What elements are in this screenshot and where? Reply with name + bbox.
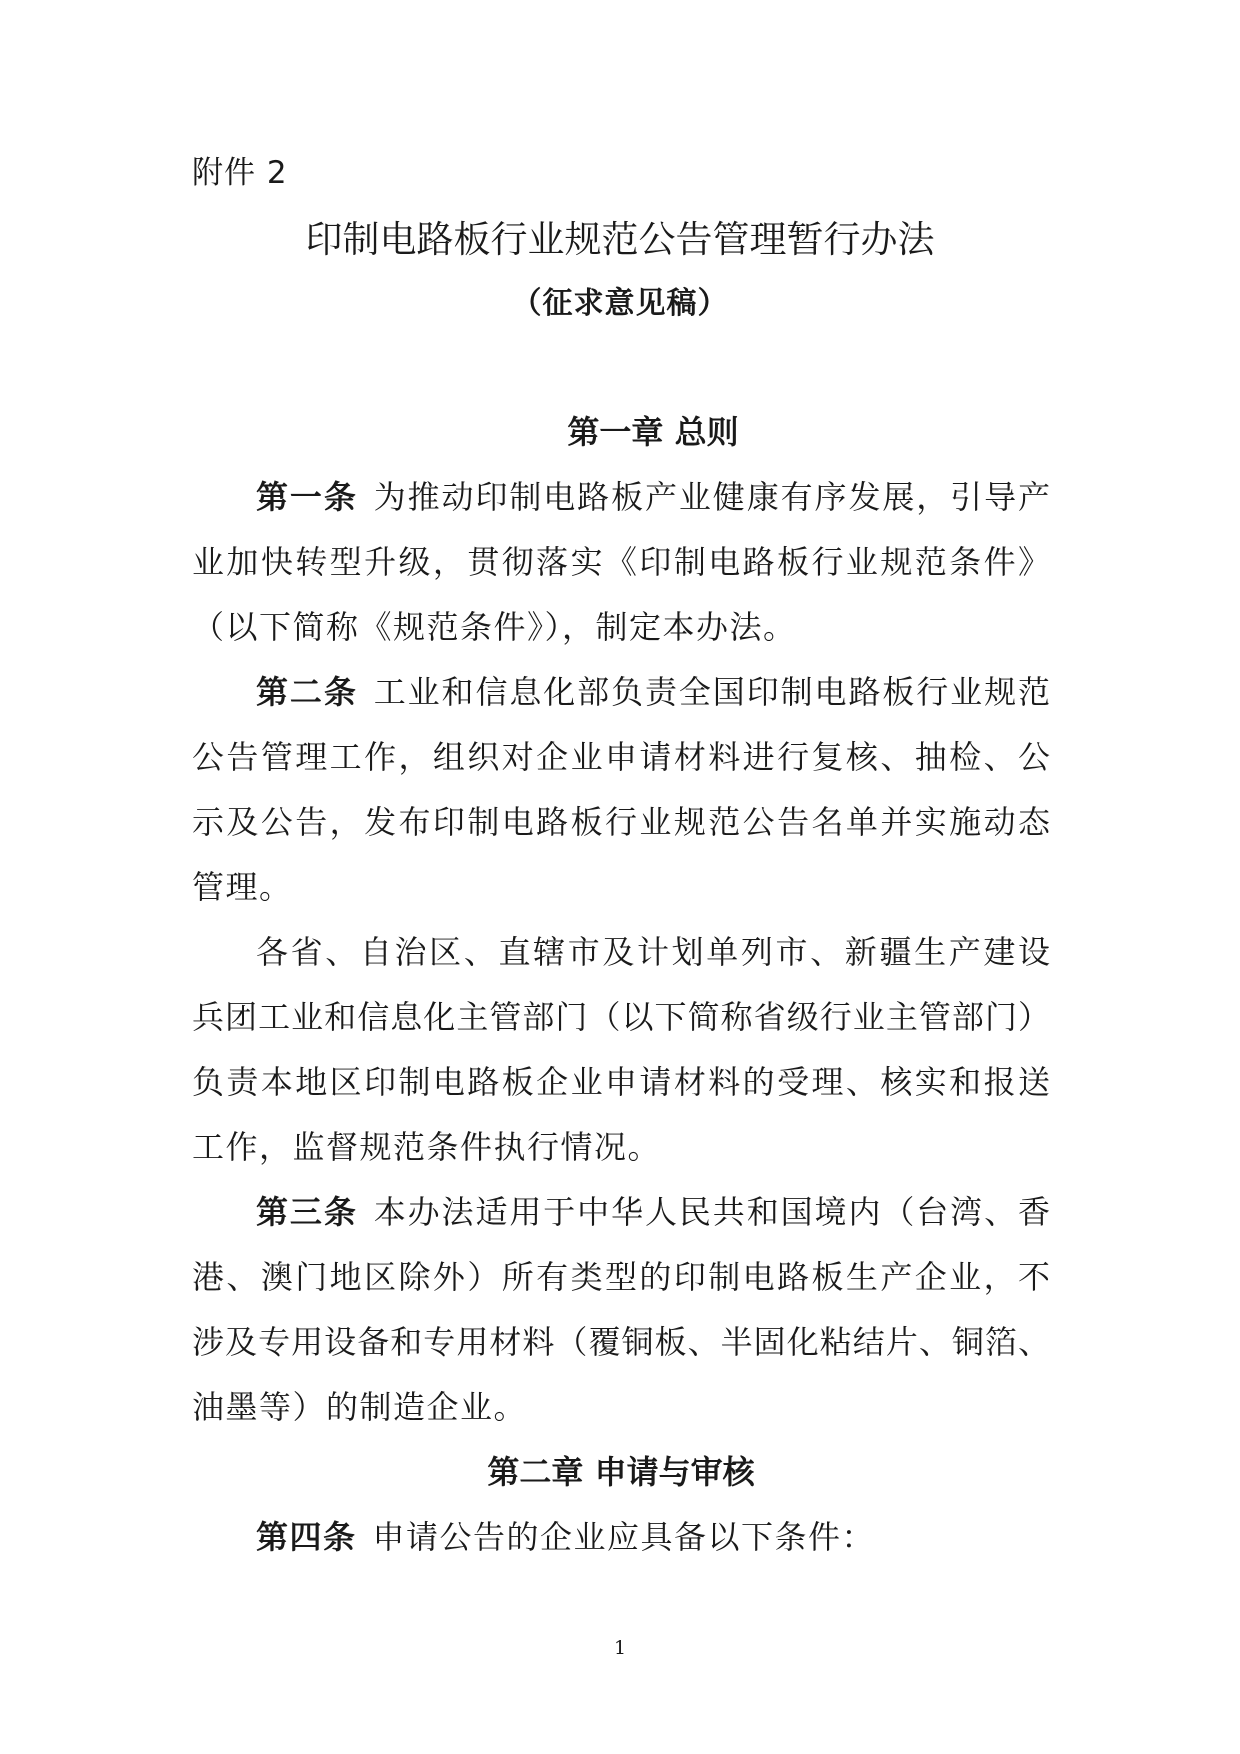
article-2-para-2-line-4: 工作，监督规范条件执行情况。 [192, 1128, 662, 1166]
article-1-line-2: 业加快转型升级，贯彻落实《印制电路板行业规范条件》 [192, 543, 1050, 581]
article-3-line-4: 油墨等）的制造企业。 [192, 1388, 528, 1426]
document-title: 印制电路板行业规范公告管理暂行办法 [305, 218, 935, 261]
article-3-label: 第三条 [256, 1193, 358, 1231]
article-4-label: 第四条 [256, 1518, 357, 1556]
article-2-line-4: 管理。 [192, 868, 293, 906]
article-2-para-2-line-1: 各省、自治区、直辖市及计划单列市、新疆生产建设 [256, 933, 1050, 971]
document-subtitle: （征求意见稿） [511, 286, 729, 321]
article-2-line-1 [192, 660, 1050, 725]
chapter-1-heading: 第一章 总则 [567, 413, 739, 451]
article-1-line-3: （以下简称《规范条件》），制定本办法。 [192, 608, 797, 646]
article-4-text: 申请公告的企业应具备以下条件： [372, 1518, 876, 1556]
article-4-line-1 [192, 1505, 1050, 1570]
article-2-label: 第二条 [256, 673, 358, 711]
article-3-line-3: 涉及专用设备和专用材料（覆铜板、半固化粘结片、铜箔、 [192, 1323, 1050, 1361]
article-3-line-1 [192, 1180, 1050, 1245]
article-2-para-2-line-2: 兵团工业和信息化主管部门（以下简称省级行业主管部门） [192, 998, 1050, 1036]
article-2-line-3: 示及公告，发布印制电路板行业规范公告名单并实施动态 [192, 803, 1050, 841]
article-2-text: 工业和信息化部负责全国印制电路板行业规范 [373, 673, 1050, 711]
document-body [192, 400, 1050, 1570]
article-2-para-2-line-3: 负责本地区印制电路板企业申请材料的受理、核实和报送 [192, 1063, 1050, 1101]
page-number: 1 [613, 1637, 627, 1659]
chapter-2-heading: 第二章 申请与审核 [487, 1453, 755, 1491]
article-3-text: 本办法适用于中华人民共和国境内（台湾、香 [373, 1193, 1050, 1231]
article-2-line-2: 公告管理工作，组织对企业申请材料进行复核、抽检、公 [192, 738, 1050, 776]
article-1-label: 第一条 [256, 478, 358, 516]
article-1-text: 为推动印制电路板产业健康有序发展，引导产 [373, 478, 1050, 516]
article-3-line-2: 港、澳门地区除外）所有类型的印制电路板生产企业，不 [192, 1258, 1050, 1296]
article-1-line-1 [192, 465, 1050, 530]
attachment-label: 附件 2 [192, 155, 288, 191]
